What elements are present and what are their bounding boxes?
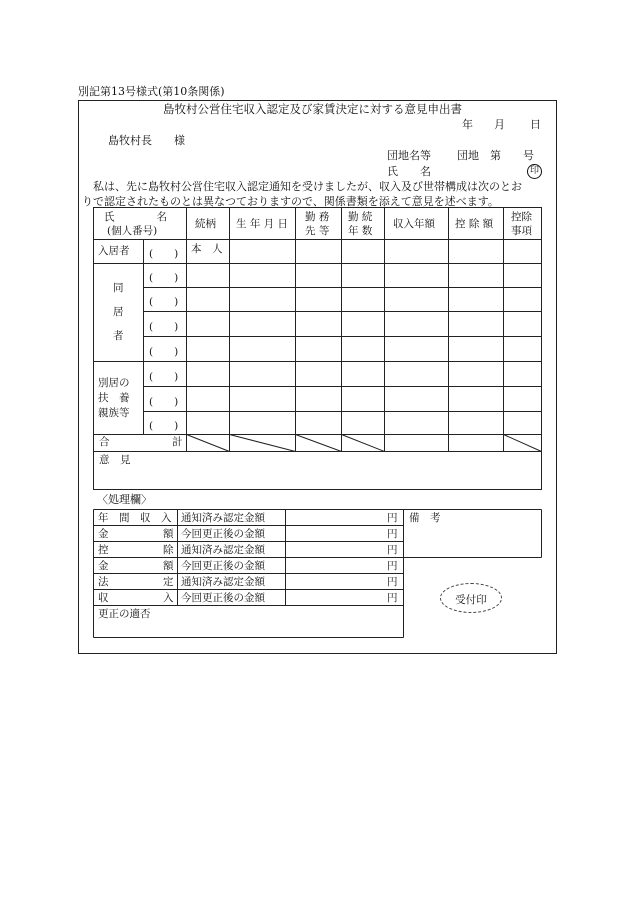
header-relation: 続柄 <box>195 218 216 230</box>
yen-unit: 円 <box>387 512 398 524</box>
cohabitant-label-2: 居 <box>113 306 124 318</box>
total-label-left: 合 <box>99 436 110 448</box>
yen-unit: 円 <box>387 576 398 588</box>
revised-amount-label: 今回更正後の金額 <box>181 592 265 604</box>
proc-deduction-amount-b: 額 <box>163 560 174 572</box>
proc-amount-b: 額 <box>163 528 174 540</box>
yen-unit: 円 <box>387 544 398 556</box>
notified-amount-label: 通知済み認定金額 <box>181 544 265 556</box>
date-month: 月 <box>494 118 505 131</box>
header-years-2: 年 数 <box>348 225 373 237</box>
danchi-label: 団地名等 <box>387 149 431 162</box>
seal-mark: 印 <box>527 164 542 179</box>
cohabitant-label-1: 同 <box>113 282 124 294</box>
separate-label-3: 親族等 <box>98 407 130 419</box>
self-label: 本 人 <box>191 243 223 255</box>
separate-label-1: 別居の <box>98 377 130 389</box>
total-label-right: 計 <box>172 436 183 448</box>
notified-amount-label: 通知済み認定金額 <box>181 512 265 524</box>
proc-amount-a: 金 <box>98 528 109 540</box>
form-label: 別記第13号様式(第10条関係) <box>78 85 225 98</box>
reception-stamp-label: 受付印 <box>455 594 487 606</box>
header-annual-income: 収入年額 <box>393 218 435 230</box>
paren-cell: ( ) <box>149 420 179 432</box>
proc-annual-income: 年 間 収 入 <box>98 512 172 524</box>
form-title: 島牧村公営住宅収入認定及び家賃決定に対する意見申出書 <box>163 102 462 116</box>
header-workplace-2: 先 等 <box>305 225 330 237</box>
paren-cell: ( ) <box>149 396 179 408</box>
name-label: 氏 名 <box>387 165 431 178</box>
yen-unit: 円 <box>387 560 398 572</box>
remarks-label: 備 考 <box>409 512 441 524</box>
proc-statutory-a: 法 <box>98 576 109 588</box>
yen-unit: 円 <box>387 592 398 604</box>
addressee: 島牧村長 様 <box>108 134 185 147</box>
date-day: 日 <box>530 118 541 131</box>
date-year: 年 <box>462 118 473 131</box>
header-personal-number: (個人番号) <box>107 225 158 237</box>
proc-deduction-amount-a: 金 <box>98 560 109 572</box>
proc-income-a: 収 <box>98 592 109 604</box>
notified-amount-label: 通知済み認定金額 <box>181 576 265 588</box>
paren-cell: ( ) <box>149 296 179 308</box>
header-deduction-item-2: 事項 <box>511 225 532 237</box>
yen-unit: 円 <box>387 528 398 540</box>
statement-line-2: りで認定されたものとは異なつておりますので、関係書類を添えて意見を述べます。 <box>82 195 499 208</box>
danchi-value: 団地 第 号 <box>457 149 534 162</box>
header-name: 氏 名 <box>104 211 167 223</box>
paren-cell: ( ) <box>149 346 179 358</box>
revised-amount-label: 今回更正後の金額 <box>181 528 265 540</box>
revised-amount-label: 今回更正後の金額 <box>181 560 265 572</box>
paren-cell: ( ) <box>149 248 179 260</box>
reception-stamp-area <box>440 583 502 613</box>
header-deduction-item-1: 控除 <box>511 211 532 223</box>
header-workplace-1: 勤 務 <box>305 211 330 223</box>
occupant-label: 入居者 <box>98 245 130 257</box>
opinion-label: 意 見 <box>99 454 131 466</box>
header-years-1: 勤 続 <box>348 211 373 223</box>
proc-statutory-b: 定 <box>163 576 174 588</box>
header-birthdate: 生 年 月 日 <box>236 218 289 230</box>
paren-cell: ( ) <box>149 321 179 333</box>
proc-deduction-a: 控 <box>98 544 109 556</box>
proc-income-b: 入 <box>163 592 174 604</box>
adequacy-label: 更正の適否 <box>98 608 151 620</box>
cohabitant-label-3: 者 <box>113 330 124 342</box>
paren-cell: ( ) <box>149 371 179 383</box>
statement-line-1: 私は、先に島牧村公営住宅収入認定通知を受けましたが、収入及び世帯構成は次のとお <box>82 180 522 193</box>
header-deduction: 控 除 額 <box>455 218 494 230</box>
paren-cell: ( ) <box>149 272 179 284</box>
separate-label-2: 扶 養 <box>98 392 130 404</box>
proc-deduction-b: 除 <box>163 544 174 556</box>
processing-title: 〈処理欄〉 <box>97 493 152 506</box>
